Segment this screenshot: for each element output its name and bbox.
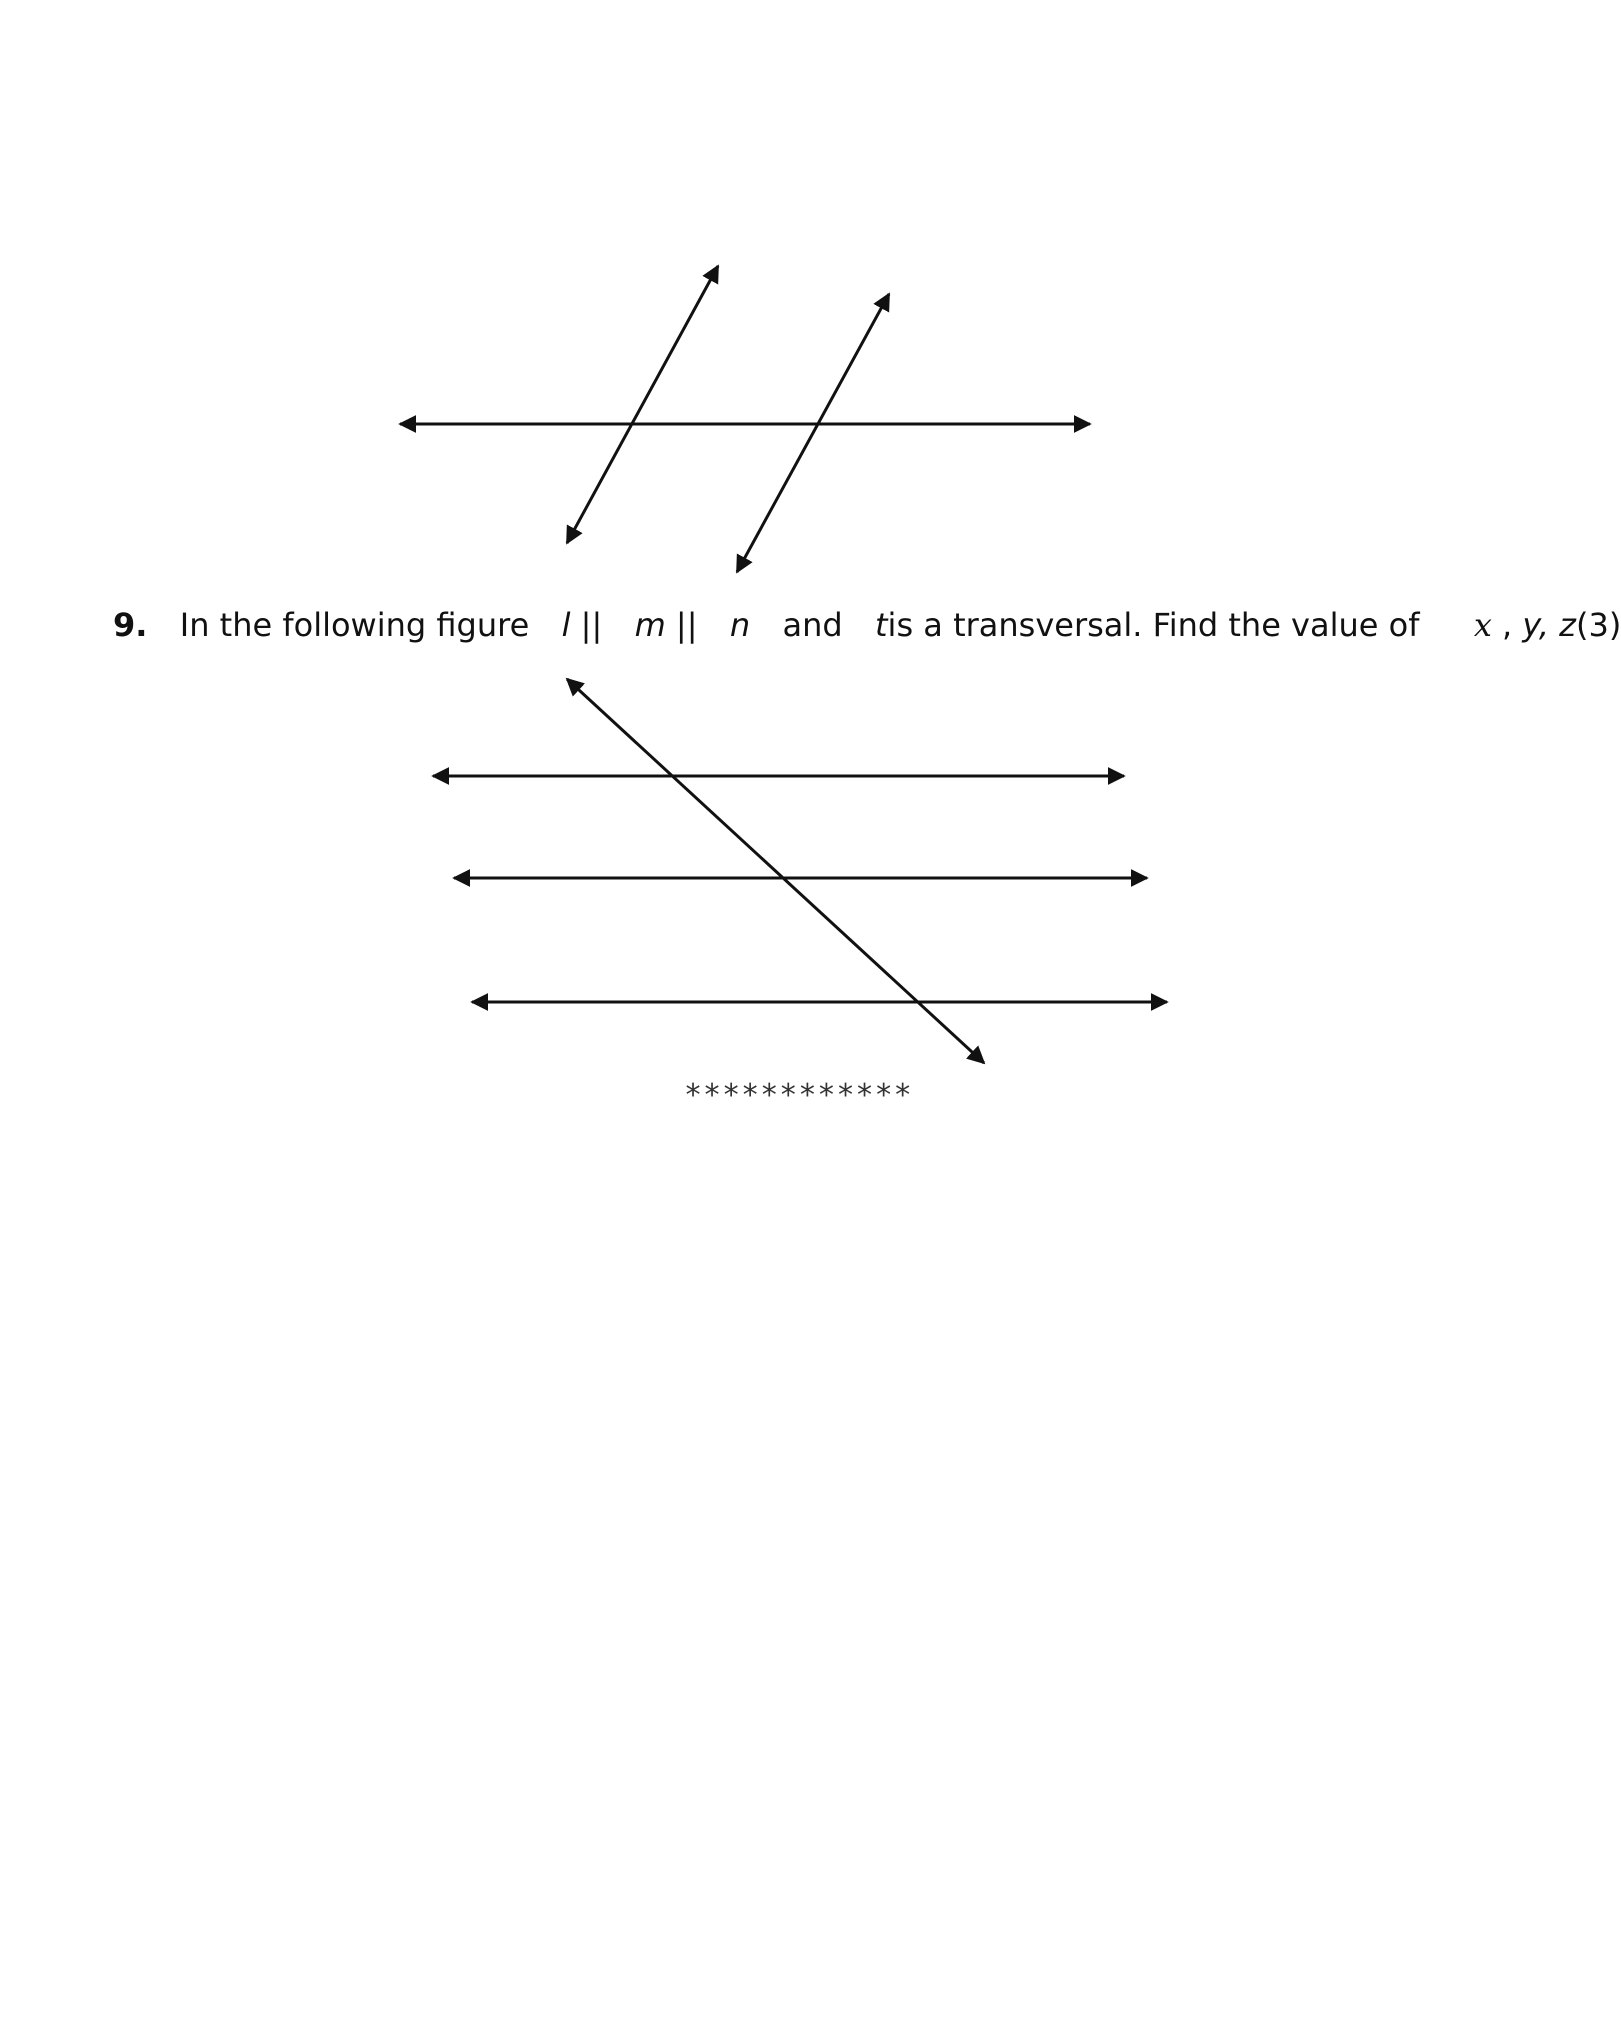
variable-y: y, bbox=[1522, 606, 1549, 644]
symbol-n: n bbox=[729, 606, 751, 644]
question-number: 9. bbox=[113, 606, 148, 644]
transversal-t bbox=[567, 679, 984, 1063]
figure-parallel-transversals bbox=[400, 266, 1090, 572]
question-text-after: is a transversal. Find the value of bbox=[887, 606, 1420, 644]
symbol-t: t bbox=[875, 606, 888, 644]
marks: (3) bbox=[1575, 606, 1621, 644]
symbol-l: l bbox=[561, 606, 571, 644]
variable-x: x bbox=[1473, 606, 1492, 644]
symbol-m: m bbox=[634, 606, 666, 644]
transversal-left bbox=[567, 266, 718, 543]
question-text-before: In the following figure bbox=[179, 606, 530, 644]
end-separator: ************ bbox=[684, 1078, 913, 1113]
separator-comma: , bbox=[1502, 606, 1513, 644]
parallel-symbol-2: || bbox=[675, 606, 698, 644]
transversal-right bbox=[737, 294, 889, 572]
parallel-symbol-1: || bbox=[580, 606, 603, 644]
variable-z: z bbox=[1559, 606, 1576, 644]
figure-three-parallel-lines bbox=[433, 679, 1167, 1063]
and-word: and bbox=[782, 606, 843, 644]
question-9 bbox=[113, 600, 1621, 650]
